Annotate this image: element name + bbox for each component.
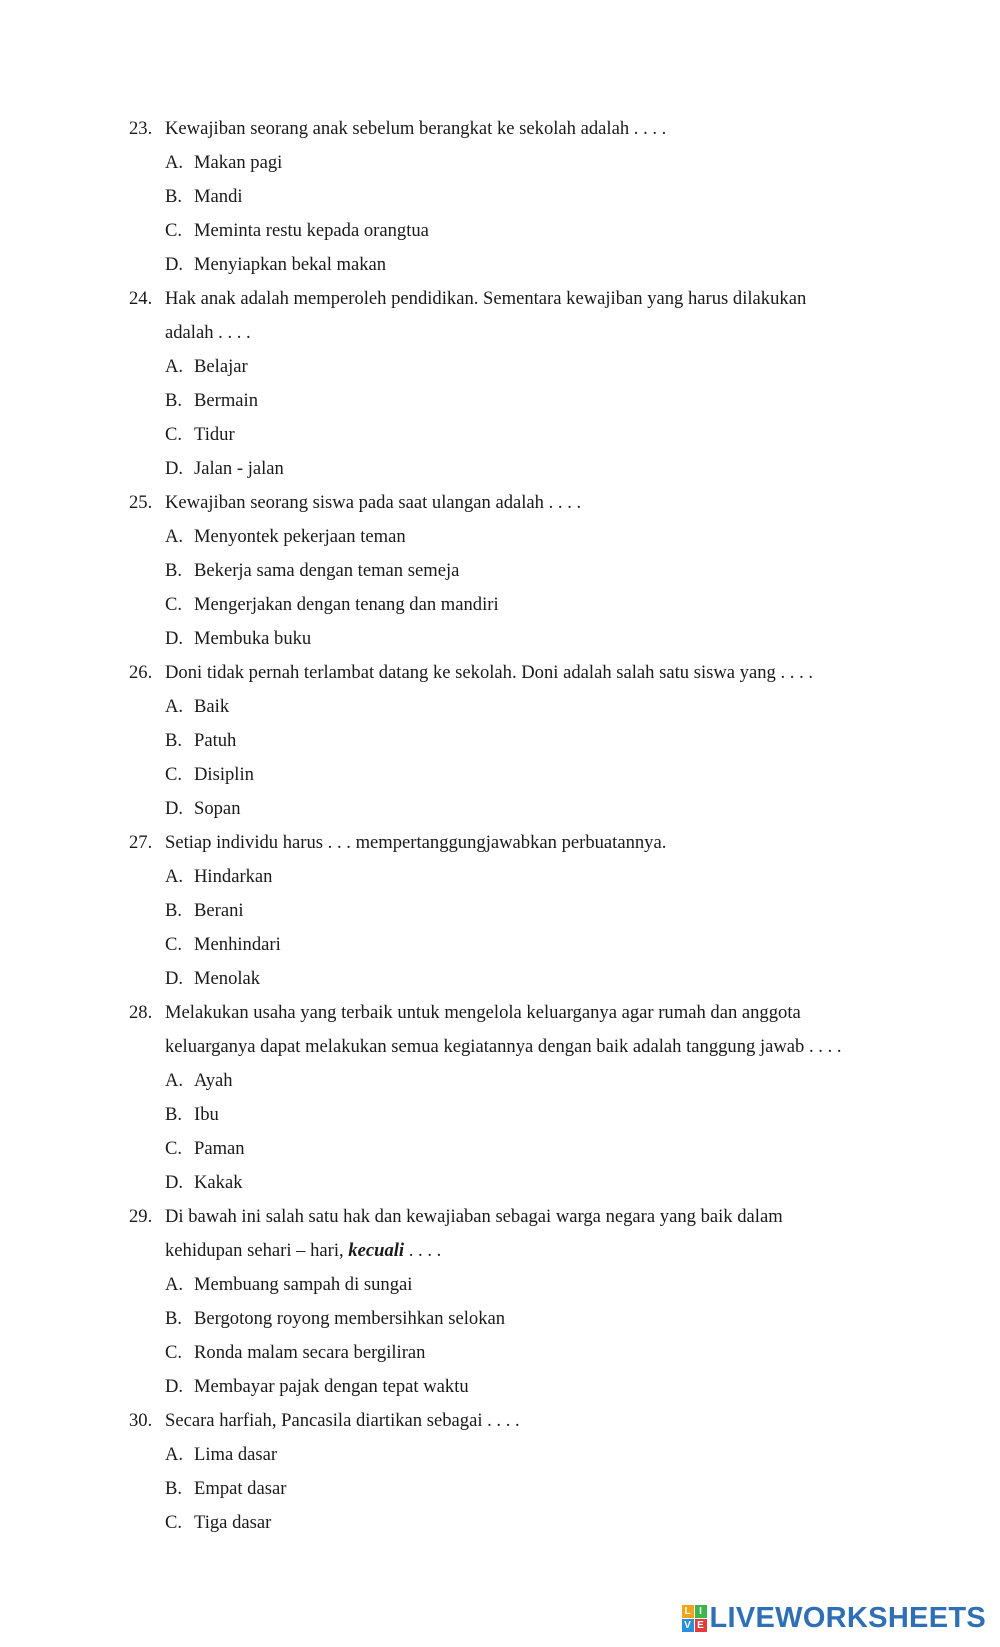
option-text: Sopan xyxy=(194,798,241,819)
option-text: Belajar xyxy=(194,356,248,377)
option-letter: D. xyxy=(165,798,184,819)
option-letter: C. xyxy=(165,934,183,955)
option-text: Tiga dasar xyxy=(194,1512,272,1533)
option-b[interactable] xyxy=(0,180,1000,214)
option-letter: A. xyxy=(165,356,184,377)
question-number: 30. xyxy=(129,1410,153,1431)
option-a[interactable] xyxy=(0,860,1000,894)
question-text: Hak anak adalah memperoleh pendidikan. Sementara kewajiban yang harus dilakukan xyxy=(165,288,807,309)
option-letter: B. xyxy=(165,1104,183,1125)
question-number: 23. xyxy=(129,118,153,139)
option-letter: D. xyxy=(165,254,184,275)
question-stem-line xyxy=(0,486,1000,520)
question-number: 29. xyxy=(129,1206,153,1227)
option-letter: D. xyxy=(165,1376,184,1397)
option-letter: A. xyxy=(165,526,184,547)
option-b[interactable] xyxy=(0,1098,1000,1132)
logo-mark-letter: E xyxy=(695,1619,707,1632)
logo-mark-letter: V xyxy=(682,1619,694,1632)
option-c[interactable] xyxy=(0,418,1000,452)
option-text: Empat dasar xyxy=(194,1478,287,1499)
option-letter: B. xyxy=(165,1478,183,1499)
option-d[interactable] xyxy=(0,248,1000,282)
logo-text: LIVEWORKSHEETS xyxy=(709,1601,986,1634)
option-letter: B. xyxy=(165,390,183,411)
option-text: Kakak xyxy=(194,1172,243,1193)
option-letter: B. xyxy=(165,900,183,921)
option-c[interactable] xyxy=(0,1506,1000,1540)
logo-mark-letter: I xyxy=(695,1605,707,1618)
option-b[interactable] xyxy=(0,384,1000,418)
option-letter: D. xyxy=(165,458,184,479)
option-text: Menhindari xyxy=(194,934,281,955)
option-letter: A. xyxy=(165,152,184,173)
option-text: Bermain xyxy=(194,390,259,411)
option-b[interactable] xyxy=(0,554,1000,588)
option-text: Membuang sampah di sungai xyxy=(194,1274,413,1295)
question-number: 26. xyxy=(129,662,153,683)
option-text: Baik xyxy=(194,696,230,717)
option-d[interactable] xyxy=(0,962,1000,996)
question-text-before: kehidupan sehari – hari, xyxy=(165,1240,349,1261)
option-text: Menyontek pekerjaan teman xyxy=(194,526,406,547)
option-letter: A. xyxy=(165,1444,184,1465)
option-letter: D. xyxy=(165,628,184,649)
question-28 xyxy=(0,996,1000,1200)
option-d[interactable] xyxy=(0,1166,1000,1200)
option-text: Menolak xyxy=(194,968,261,989)
option-b[interactable] xyxy=(0,1472,1000,1506)
option-letter: C. xyxy=(165,1342,183,1363)
option-d[interactable] xyxy=(0,622,1000,656)
option-text: Mandi xyxy=(194,186,243,207)
option-text: Bekerja sama dengan teman semeja xyxy=(194,560,460,581)
option-letter: B. xyxy=(165,730,183,751)
question-text: adalah . . . . xyxy=(165,322,251,343)
question-stem-line xyxy=(0,112,1000,146)
option-text: Tidur xyxy=(194,424,235,445)
question-stem-line xyxy=(0,656,1000,690)
option-a[interactable] xyxy=(0,350,1000,384)
option-letter: D. xyxy=(165,1172,184,1193)
option-c[interactable] xyxy=(0,758,1000,792)
question-27 xyxy=(0,826,1000,996)
option-a[interactable] xyxy=(0,690,1000,724)
option-text: Ibu xyxy=(194,1104,219,1125)
option-c[interactable] xyxy=(0,214,1000,248)
option-d[interactable] xyxy=(0,452,1000,486)
option-text: Membayar pajak dengan tepat waktu xyxy=(194,1376,469,1397)
question-stem-line xyxy=(0,1404,1000,1438)
question-stem-line xyxy=(0,1200,1000,1234)
option-letter: C. xyxy=(165,594,183,615)
option-c[interactable] xyxy=(0,928,1000,962)
option-text: Makan pagi xyxy=(194,152,283,173)
question-text-after: . . . . xyxy=(404,1240,442,1261)
option-text: Berani xyxy=(194,900,244,921)
question-text: Di bawah ini salah satu hak dan kewajiaban sebagai warga negara yang baik dalam xyxy=(165,1206,783,1227)
logo-mark-letter: L xyxy=(682,1605,694,1618)
question-stem-line-2 xyxy=(0,1030,1000,1064)
option-text: Mengerjakan dengan tenang dan mandiri xyxy=(194,594,499,615)
option-d[interactable] xyxy=(0,792,1000,826)
option-c[interactable] xyxy=(0,1336,1000,1370)
option-c[interactable] xyxy=(0,588,1000,622)
option-text: Ayah xyxy=(194,1070,233,1091)
option-b[interactable] xyxy=(0,894,1000,928)
question-text: keluarganya dapat melakukan semua kegiatannya dengan baik adalah tanggung jawab . . . . xyxy=(165,1036,842,1057)
question-number: 28. xyxy=(129,1002,153,1023)
question-23 xyxy=(0,112,1000,282)
question-text xyxy=(165,1234,441,1268)
question-24 xyxy=(0,282,1000,486)
option-letter: B. xyxy=(165,560,183,581)
option-text: Patuh xyxy=(194,730,237,751)
option-text: Menyiapkan bekal makan xyxy=(194,254,387,275)
option-c[interactable] xyxy=(0,1132,1000,1166)
question-stem-line xyxy=(0,282,1000,316)
option-text: Ronda malam secara bergiliran xyxy=(194,1342,426,1363)
question-text: Melakukan usaha yang terbaik untuk mengelola keluarganya agar rumah dan anggota xyxy=(165,1002,801,1023)
question-text: Secara harfiah, Pancasila diartikan sebagai . . . . xyxy=(165,1410,520,1431)
option-a[interactable] xyxy=(0,1438,1000,1472)
question-stem-line-2 xyxy=(0,316,1000,350)
worksheet-page xyxy=(0,112,1000,1540)
option-letter: C. xyxy=(165,764,183,785)
option-letter: D. xyxy=(165,968,184,989)
option-letter: C. xyxy=(165,424,183,445)
option-letter: C. xyxy=(165,1512,183,1533)
question-stem-line xyxy=(0,826,1000,860)
option-letter: C. xyxy=(165,220,183,241)
option-d[interactable] xyxy=(0,1370,1000,1404)
option-text: Meminta restu kepada orangtua xyxy=(194,220,429,241)
question-text: Doni tidak pernah terlambat datang ke sekolah. Doni adalah salah satu siswa yang . . . . xyxy=(165,662,814,683)
question-number: 27. xyxy=(129,832,153,853)
option-letter: A. xyxy=(165,696,184,717)
emphasis-kecuali: kecuali xyxy=(348,1240,405,1261)
option-letter: A. xyxy=(165,866,184,887)
option-letter: B. xyxy=(165,1308,183,1329)
question-text: Kewajiban seorang siswa pada saat ulangan adalah . . . . xyxy=(165,492,582,513)
option-a[interactable] xyxy=(0,1064,1000,1098)
question-30 xyxy=(0,1404,1000,1540)
option-letter: A. xyxy=(165,1274,184,1295)
option-text: Hindarkan xyxy=(194,866,273,887)
question-number: 24. xyxy=(129,288,153,309)
option-letter: C. xyxy=(165,1138,183,1159)
question-29 xyxy=(0,1200,1000,1404)
option-letter: B. xyxy=(165,186,183,207)
option-text: Bergotong royong membersihkan selokan xyxy=(194,1308,506,1329)
question-number: 25. xyxy=(129,492,153,513)
liveworksheets-logo-icon xyxy=(682,1605,706,1631)
option-text: Membuka buku xyxy=(194,628,312,649)
option-text: Paman xyxy=(194,1138,245,1159)
option-a[interactable] xyxy=(0,520,1000,554)
option-letter: A. xyxy=(165,1070,184,1091)
option-a[interactable] xyxy=(0,1268,1000,1302)
question-stem-line-2 xyxy=(0,1234,1000,1268)
option-a[interactable] xyxy=(0,146,1000,180)
option-b[interactable] xyxy=(0,1302,1000,1336)
question-text: Kewajiban seorang anak sebelum berangkat ke sekolah adalah . . . . xyxy=(165,118,667,139)
liveworksheets-logo xyxy=(682,1601,987,1635)
option-text: Jalan - jalan xyxy=(194,458,284,479)
question-text: Setiap individu harus . . . mempertanggungjawabkan perbuatannya. xyxy=(165,832,667,853)
question-26 xyxy=(0,656,1000,826)
option-b[interactable] xyxy=(0,724,1000,758)
option-text: Disiplin xyxy=(194,764,254,785)
option-text: Lima dasar xyxy=(194,1444,278,1465)
question-25 xyxy=(0,486,1000,656)
question-stem-line xyxy=(0,996,1000,1030)
